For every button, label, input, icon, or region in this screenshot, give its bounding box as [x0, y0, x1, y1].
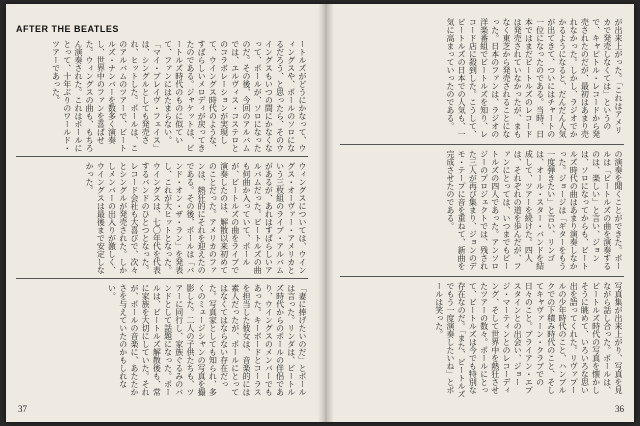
- running-title: AFTER THE BEATLES: [16, 24, 119, 34]
- left-page: [6, 4, 318, 422]
- left-page-text-tier-1: ートルズがどうにかなって、ウィングスや、ポールのソロになるだろう、と思ったら、そのウイングスもいつの間にかなくなって、ポールが、ソロになったのだ。その後、今回のアルバムでは、エルヴィス・コステロとのコラボレーションが実現して、ウイングス時代のような、すばらしいメロディが戻ってきたのである。ジャケットは、ビートルズ時代のものに似ていて、ファンにはたまらない。「マイ・ブレイヴ・フェイス」は、シングルとしても発売され、ヒットした。ポールは、このアルバムのツアーで、ビートルズ・ナンバーを数多く演奏し、世界中のファンを喜ばせた。ウィングスの曲も、もちろん演奏された。これはポールにとって、十年ぶりのワールド・ツアーであった。: [51, 40, 307, 152]
- page-number-right: 36: [615, 404, 624, 414]
- right-page: [334, 4, 634, 422]
- right-page-divider-1: [340, 144, 624, 145]
- left-page-text-tier-3: 「妻に捧げたいのだ」とポールは言った。リンダは、ビートルズ時代からのポールの伴侶であり、ウイングスのメンバーでもあった。キーボードとコーラスを担当した彼女は、音楽的には素人だったが、ポールにとってはなくてはならない存在だった。写真家としても知られ、多くのミュージシャンの写真を撮影した。二人の子供たちも、ツアーに同行し、家族ぐるみのバンドとして話題になった。ポールは、ビートルズ解散後も、常に家族を大切にしていた。それが、ポールの音楽に、あたたかさを与えていたのかもしれない。: [107, 284, 307, 396]
- right-page-text-tier-3: 写真集が出来上がり、写真を見ながら話し合った。ポールは、ビートルズ時代の写真を懐かしそうに眺めて、いろいろな思い出を語ってくれた。リヴァプールの少年時代のこと、ハンブルクでの下積み時代のこと、そしてキャヴァーン・クラブでの日々のこと。ブライアン・エプスタインとの出会い、ジョージ・マーティンとのレコーディング、そして世界中を熱狂させたツアーの数々。ポールにとって、ビートルズは今でも特別な存在なのだ。「また、ビートルズでもう一度演奏したいね」とポールは笑った。: [434, 282, 623, 398]
- right-page-text-tier-1: が出来上がった。「これはアメリカで発売しなくては」というので、キャピトル・レコードから発売されたのだが、最初はあまり売れなかった。しかし、ラジオでかかるようになると、だんだん人気が出てきて、ついにはチャートの一位になったのである。当時、日本ではまだビートルズのレコードは発売されていなかったが、まもなく東芝から発売されることになった。日本のファンは、ラジオの洋楽番組でビートルズを知り、レコード店に殺到した。こうして、ビートルズの日本での人気も、一気に高まっていったのである。: [445, 18, 623, 138]
- left-page-divider-2: [16, 278, 308, 279]
- left-page-divider-1: [16, 156, 308, 157]
- right-page-divider-2: [340, 276, 624, 277]
- page-number-left: 37: [18, 404, 27, 414]
- book-gutter: [318, 4, 334, 422]
- book-spread: [6, 4, 634, 422]
- right-page-text-tier-2: の演奏を聞くことができた。ポールは「ビートルズの曲を演奏するのは、楽しい」と言い、ジョンは、ソロになってからも、ビートルズ時代の曲はあまり演奏しなかった。ジョージは「ギターをもう一度弾きたい」と言い、リンゴは、オール・スター・バンドを結成して、ツアーを続けた。四人は、それぞれの道を歩んだが、ファンにとっては、いつまでもビートルズの四人であった。アンソロジーのプロジェクトでは、残された三人が再び集まり、ジョンのデモ・テープに音を重ねて、新曲を完成させたのである。: [445, 150, 623, 270]
- left-page-text-tier-2: ウィングスについては、ウイングス・オーヴァー・アメリカという三枚組のライブ・アルバムがあるが、あれはすばらしいアルバムだった。ビートルズの曲も何曲か入っていて、ポールが、ビートルズの曲をライブで演奏したのは、解散以来初めてのことだった。アメリカのファンは、熱狂的にそれを迎えたのである。その後、ポールは「バンド・オン・ザ・ラン」を発表し、これが大ヒットとなった。ウイングスは、七〇年代を代表するバンドのひとつとなった。レコード会社も大喜びで、次々とシングルが発売された。しかしメンバーの出入りが激しく、ウイングスは最後まで安定しなかった。: [85, 162, 307, 274]
